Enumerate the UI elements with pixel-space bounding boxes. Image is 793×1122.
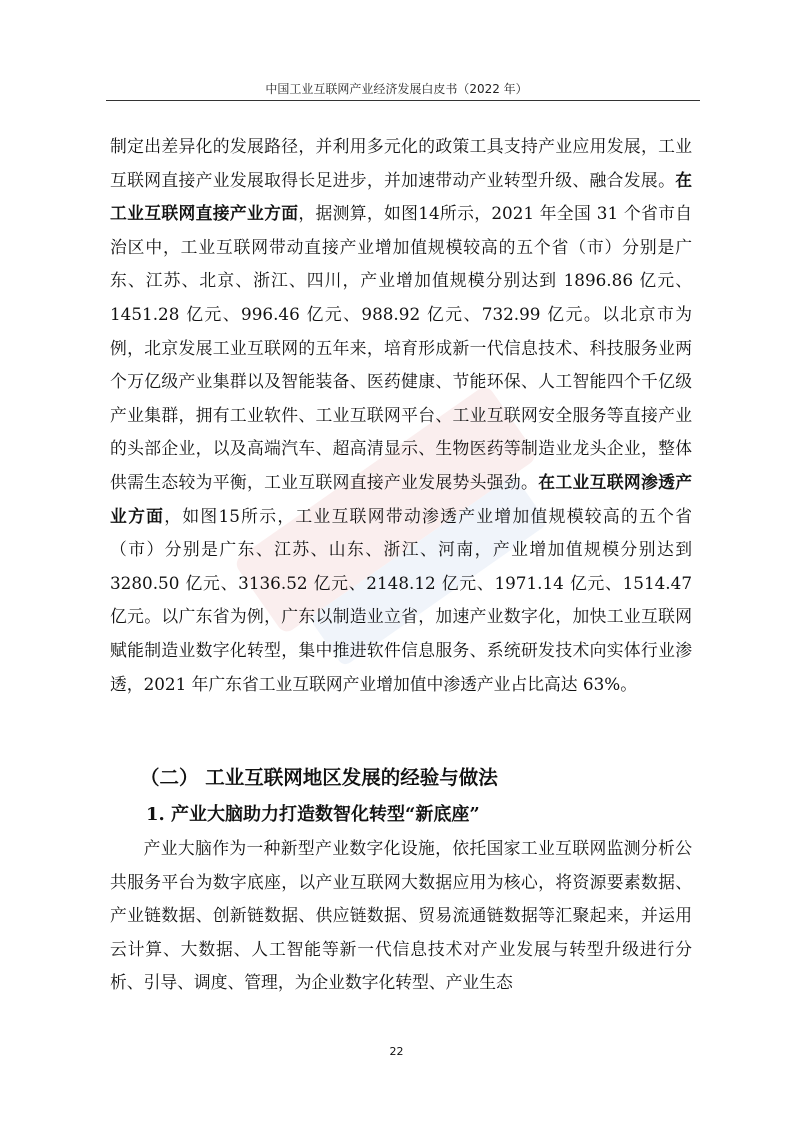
header-divider [106,100,700,101]
body-paragraph-1 [110,130,692,701]
bold-lead-phrase: 在工业互联网渗透产业方面 [110,471,692,526]
subsection-heading: 1. 产业大脑助力打造数智化转型“新底座” [146,804,480,825]
body-paragraph-2: 产业大脑作为一种新型产业数字化设施，依托国家工业互联网监测分析公共服务平台为数字底座，以产业互联网大数据应用为核心，将资源要素数据、产业链数据、创新链数据、供应链数据、贸易流通链数据等汇聚起来，并运用云计算、大数据、人工智能等新一代信息技术对产业发展与转型升级进行分析、引导、调度、管理，为企业数字化转型、产业生态 [110,838,692,993]
page-number: 22 [389,1045,404,1058]
text-run: 制定出差异化的发展路径，并利用多元化的政策工具支持产业应用发展，工业互联网直接产业发展取得长足进步，并加速带动产业转型升级、融合发展。 [110,136,692,190]
section-heading: （二） 工业互联网地区发展的经验与做法 [140,766,498,789]
text-run: ，如图15所示，工业互联网带动渗透产业增加值规模较高的五个省（市）分别是广东、江苏、山东、浙江、河南，产业增加值规模分别达到 3280.50 亿元、3136.52 亿元、2148.12 亿元、1971.14 亿元、1514.47 亿元。以广东省为例，广东以制造业立省，加速产业数字化，加快工业互联网赋能制造业数字化转型，集中推进软件信息服务、系统研发技术向实体行业渗透，2021 年广东省工业互联网产业增加值中渗透产业占比高达 63%。 [110,505,692,694]
text-run: ，据测算，如图14所示，2021 年全国 31 个省市自治区中，工业互联网带动直接产业增加值规模较高的五个省（市）分别是广东、江苏、北京、浙江、四川，产业增加值规模分别达到 1896.86 亿元、1451.28 亿元、996.46 亿元、988.92 亿元、732.99 亿元。以北京市为例，北京发展工业互联网的五年来，培育形成新一代信息技术、科技服务业两个万亿级产业集群以及智能装备、医药健康、节能环保、人工智能四个千亿级产业集群，拥有工业软件、工业互联网平台、工业互联网安全服务等直接产业的头部企业，以及高端汽车、超高清显示、生物医药等制造业龙头企业，整体供需生态较为平衡，工业互联网直接产业发展势头强劲。 [110,203,692,492]
bold-lead-phrase: 在工业互联网直接产业方面 [110,169,692,224]
running-header: 中国工业互联网产业经济发展白皮书（2022 年） [265,82,528,96]
